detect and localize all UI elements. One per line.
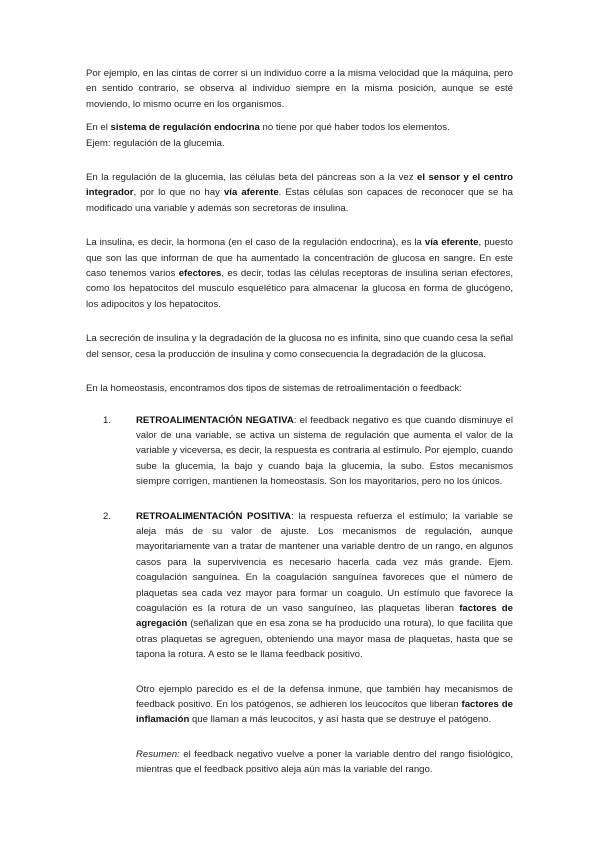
- paragraph-homeostasis-intro: En la homeostasis, encontramos dos tipos de sistemas de retroalimentación o feedback:: [86, 383, 462, 395]
- paragraph-insulin-secretion: La secreción de insulina y la degradación de la glucosa no es infinita, sino que cuando cesa la señal del sensor, cesa la producción de insulina y como consecuencia la degradación de la glucosa.: [86, 333, 513, 360]
- paragraph-insulin: La insulina, es decir, la hormona (en el caso de la regulación endocrina), es la vía eferente, puesto que son las que informan de que ha aumentado la concentración de glucosa en sangre. En este caso tenemos varios efectores, es decir, todas las células receptoras de insulina serian efectores, como los hepatocitos del musculo esquelético para almacenar la glucosa en forma de glucógeno, los adipocitos y los hepatocitos.: [86, 237, 514, 310]
- paragraph-glucemia-regulation: En la regulación de la glucemia, las células beta del páncreas son a la vez el sensor y el centro integrador, por lo que no hay vía aferente. Estas células son capaces de reconocer que se ha modificado una variable y además son secretoras de insulina.: [86, 172, 514, 214]
- paragraph-treadmill-example: Por ejemplo, en las cintas de correr si un individuo corre a la misma velocidad que la máquina, pero en sentido contrario, se observa al individuo siempre en la misma posición, aunque se esté moviendo, lo mismo ocurre en los organismos.: [86, 68, 513, 110]
- list-item-negative-feedback: [86, 413, 513, 490]
- list-item-text: RETROALIMENTACIÓN POSITIVA: la respuesta refuerza el estímulo; la variable se aleja más de su valor de ajuste. Los mecanismos de regulación, aunque mayoritariamente van a tratar de mantener una variable dentro de un rango, en algunos casos para la supervivencia es necesario hacerla cada vez más grande. Ejem. coagulación sanguínea. En la coagulación sanguínea favoreces que el número de plaquetas sea cada vez mayor para formar un coagulo. Un estímulo que favorece la coagulación es la rotura de un vaso sanguíneo, las plaquetas liberan factores de agregación (señalizan que en esa zona se ha producido una rotura), lo que facilita que otras plaquetas se agreguen, obteniendo una mayor masa de plaquetas, hasta que se tapona la rotura. A esto se le llama feedback positivo.: [136, 510, 513, 661]
- feedback-types-list: [86, 413, 513, 663]
- summary-label: Resumen:: [136, 748, 180, 760]
- list-number: 2.: [103, 510, 112, 522]
- list-item-text: RETROALIMENTACIÓN NEGATIVA: el feedback negativo es que cuando disminuye el valor de una variable, se activa un sistema de regulación que aumenta el valor de la variable y viceversa, es decir, la respuesta es contraria al estímulo. Por ejemplo, cuando sube la glucemia, la bajo y cuando baja la glucemia, la subo. Estos mecanismos siempre corrigen, mantienen la homeostasis. Son los mayoritarios, pero no los únicos.: [136, 414, 513, 488]
- list-item-positive-feedback: [86, 509, 513, 663]
- paragraph-immune-defense: Otro ejemplo parecido es el de la defensa inmune, que también hay mecanismos de feedback positivo. En los patógenos, se adhieren los leucocitos que liberan factores de inflamación que llaman a más leucocitos, y así hasta que se destruye el patógeno.: [136, 683, 513, 726]
- paragraph-endocrine-system: En el sistema de regulación endocrina no tiene por qué haber todos los elementos.: [86, 122, 450, 134]
- list-number: 1.: [103, 414, 112, 426]
- paragraph-example-glucemia: Ejem: regulación de la glucemia.: [86, 137, 225, 149]
- paragraph-summary: Resumen: el feedback negativo vuelve a poner la variable dentro del rango fisiológico, mientras que el feedback positivo aleja aún más la variable del rango.: [136, 748, 513, 776]
